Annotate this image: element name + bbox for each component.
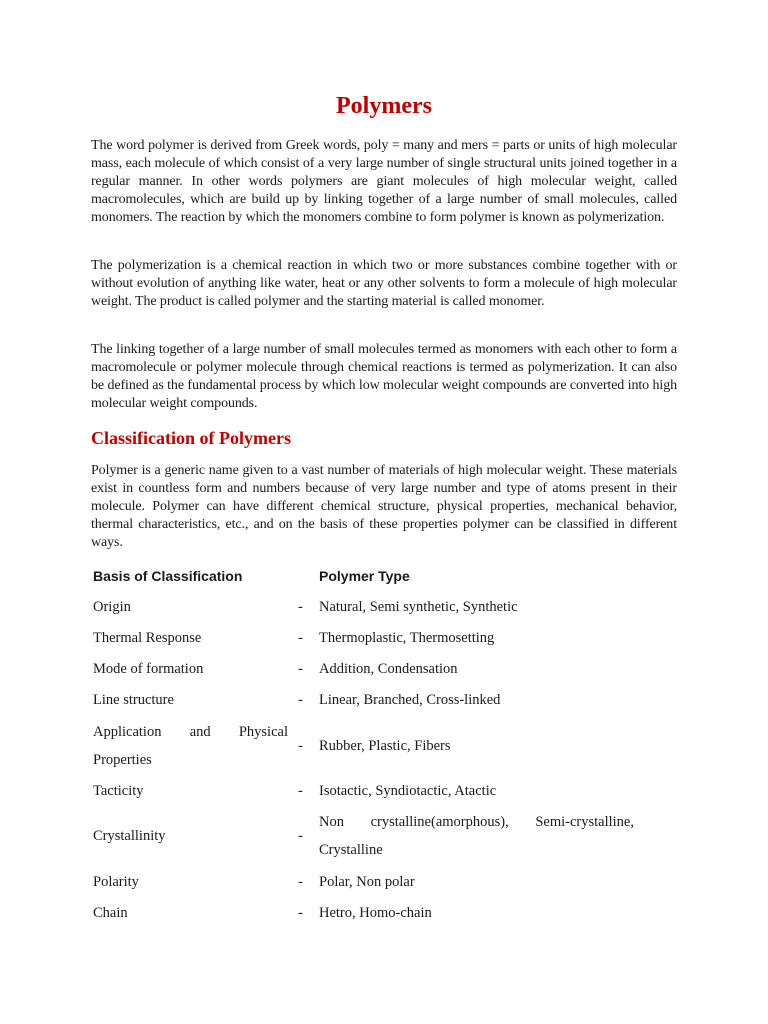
type-line-1: [319, 808, 634, 836]
basis-cell: [93, 718, 288, 774]
basis-word: Application: [93, 724, 162, 740]
basis-cell: Thermal Response: [93, 630, 202, 646]
basis-cell: Line structure: [93, 692, 174, 708]
basis-cell: Chain: [93, 905, 128, 921]
type-cell: Addition, Condensation: [319, 661, 458, 677]
type-line-2: Crystalline: [319, 842, 383, 858]
separator: -: [298, 738, 303, 754]
type-cell: Natural, Semi synthetic, Synthetic: [319, 599, 518, 615]
type-word: crystalline(amorphous),: [370, 814, 509, 830]
paragraph-definition: The word polymer is derived from Greek words, poly = many and mers = parts or units of high molecular mass, each molecule of which consist of a very large number of single structural units joined together in a regular manner. In other words polymers are giant molecules of high molecular weight, called macromolecules, which are build up by linking together of a large number of small molecules, called monomers. The reaction by which the monomers combine to form polymer is known as polymerization.: [91, 138, 677, 225]
separator: -: [298, 661, 303, 677]
page-title: Polymers: [336, 93, 432, 119]
basis-cell: Polarity: [93, 874, 139, 890]
type-cell: Thermoplastic, Thermosetting: [319, 630, 495, 646]
separator: -: [298, 692, 303, 708]
type-cell: Polar, Non polar: [319, 874, 415, 890]
section-heading-classification: Classification of Polymers: [91, 428, 291, 448]
basis-line-2: Properties: [93, 752, 152, 768]
separator: -: [298, 828, 303, 844]
paragraph-classification-intro: Polymer is a generic name given to a vast number of materials of high molecular weight. These materials exist in countless form and numbers because of very large number and type of atoms present in their molecule. Polymer can have different chemical structure, physical properties, mechanical behavior, thermal characteristics, etc., and on the basis of these properties polymer can be classified in different ways.: [91, 463, 677, 550]
basis-word: and: [189, 724, 211, 740]
classification-table: [93, 562, 683, 921]
header-basis: Basis of Classification: [93, 568, 243, 584]
separator: -: [298, 630, 303, 646]
paragraph-linking: The linking together of a large number of small molecules termed as monomers with each other to form a macromolecule or polymer molecule through chemical reactions is termed as polymerization. It can also be defined as the fundamental process by which low molecular weight compounds are converted into high molecular weight compounds.: [91, 342, 677, 411]
type-cell: Hetro, Homo-chain: [319, 905, 432, 921]
basis-word: Physical: [238, 724, 288, 740]
header-type: Polymer Type: [319, 568, 410, 584]
paragraph-polymerization: The polymerization is a chemical reaction in which two or more substances combine together with or without evolution of anything like water, heat or any other solvents to form a molecule of high molecular weight. The product is called polymer and the starting material is called monomer.: [91, 258, 677, 309]
type-word: Semi-crystalline,: [535, 814, 634, 830]
separator: -: [298, 783, 303, 799]
separator: -: [298, 874, 303, 890]
basis-cell: Origin: [93, 599, 131, 615]
basis-line-1: [93, 718, 288, 746]
type-cell: Isotactic, Syndiotactic, Atactic: [319, 783, 497, 799]
type-cell: Linear, Branched, Cross-linked: [319, 692, 501, 708]
separator: -: [298, 905, 303, 921]
type-cell: Rubber, Plastic, Fibers: [319, 738, 451, 754]
basis-cell: Crystallinity: [93, 828, 166, 844]
separator: -: [298, 599, 303, 615]
type-cell: [319, 808, 634, 864]
basis-cell: Mode of formation: [93, 661, 204, 677]
basis-cell: Tacticity: [93, 783, 144, 799]
type-word: Non: [319, 814, 344, 830]
table-header-row: [93, 562, 683, 590]
